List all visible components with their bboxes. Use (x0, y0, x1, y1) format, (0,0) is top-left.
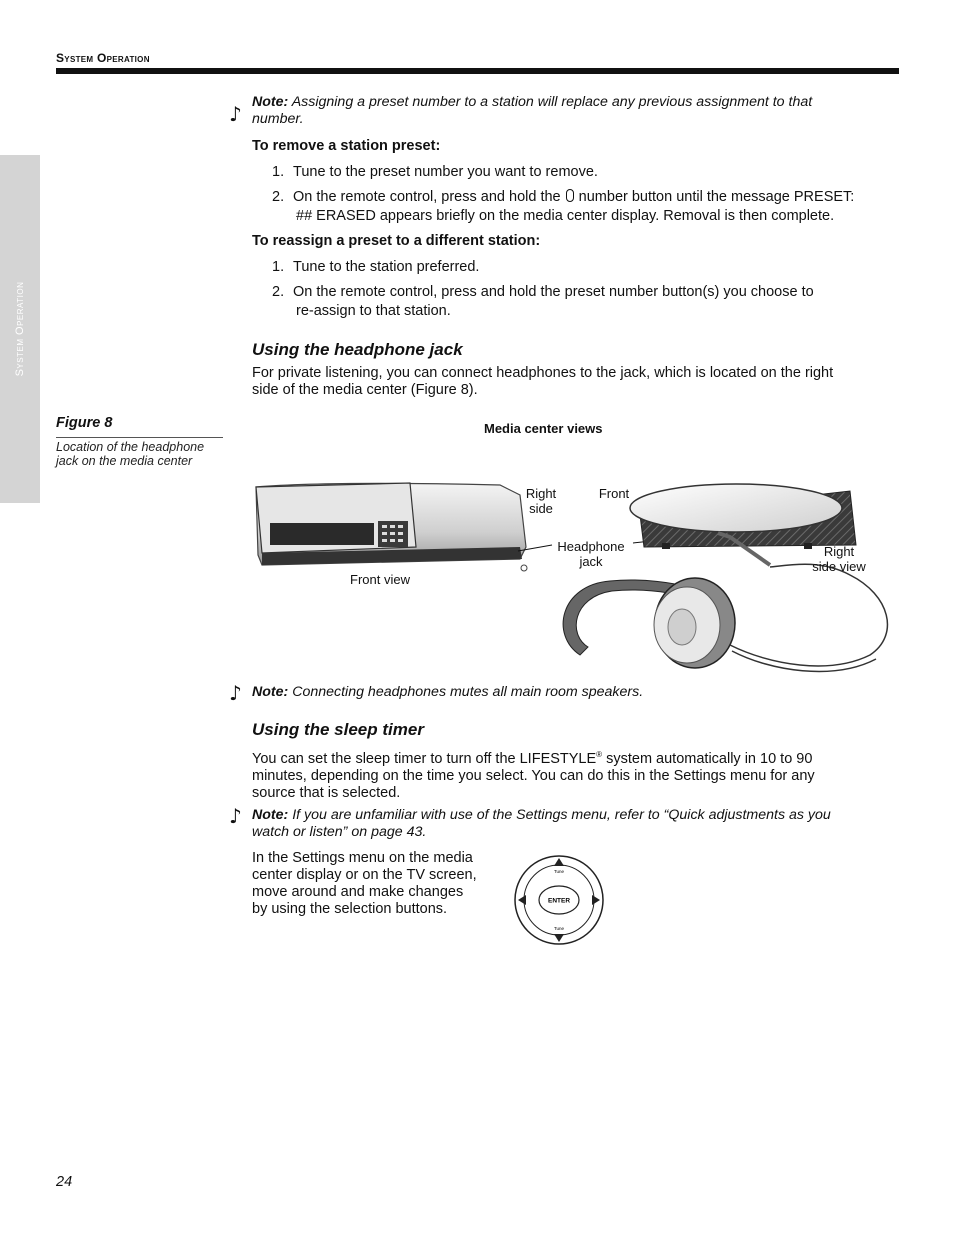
remove-step1-num: 1. (272, 164, 285, 180)
note-label: Note: (252, 684, 289, 700)
music-note-icon: ♪ (229, 102, 242, 126)
sleep-para-1a: You can set the sleep timer to turn off the LIFESTYLE (252, 750, 597, 767)
music-note-icon: ♪ (229, 804, 242, 828)
enter-label: ENTER (547, 897, 571, 905)
remove-step2-b: number button until the message PRESET: (578, 189, 855, 205)
reassign-step2-line2: re-assign to that station. (296, 303, 451, 319)
label-right-side-1: Right (525, 486, 557, 501)
sleep-para-3: source that is selected. (252, 784, 401, 801)
label-right-side (516, 486, 566, 516)
running-header: System Operation (56, 51, 150, 65)
settings-line1: In the Settings menu on the media (252, 850, 473, 866)
headphone-section-title: Using the headphone jack (252, 340, 463, 359)
remove-preset-heading: To remove a station preset: (252, 138, 441, 154)
note-settings-menu (252, 807, 902, 841)
note-text-2: number. (252, 111, 304, 127)
headphone-paragraph (252, 365, 902, 399)
reassign-step2: On the remote control, press and hold the preset number button(s) you choose to (293, 284, 814, 300)
note-preset-replace (252, 94, 902, 128)
remove-step2-a: On the remote control, press and hold the (293, 189, 561, 205)
reassign-step1: Tune to the station preferred. (293, 259, 480, 275)
reassign-step2-num: 2. (272, 284, 285, 300)
note-label: Note: (252, 94, 289, 110)
label-right-side-view (804, 544, 874, 574)
remove-step2-num: 2. (272, 189, 285, 205)
figure-caption-2: jack on the media center (56, 454, 193, 468)
label-right-side-view-1: Right (823, 544, 855, 559)
note-text: If you are unfamiliar with use of the Settings menu, refer to “Quick adjustments as you (292, 807, 831, 823)
note-text: Connecting headphones mutes all main room speakers. (292, 684, 644, 700)
zero-button-icon (566, 189, 574, 202)
tune-top-label: Tune (553, 869, 565, 874)
registered-mark: ® (596, 750, 603, 759)
page-number: 24 (56, 1174, 73, 1190)
note-headphones-mute (252, 684, 643, 701)
headphones-illustration (563, 564, 887, 671)
figure-caption (56, 440, 231, 468)
headphone-para-2: side of the media center (Figure 8). (252, 382, 478, 398)
music-note-icon: ♪ (229, 681, 242, 705)
label-front-view: Front view (350, 572, 410, 587)
settings-line4: by using the selection buttons. (252, 901, 448, 917)
label-right-side-view-2: side view (812, 559, 866, 574)
figure-title: Media center views (484, 421, 603, 436)
media-center-front-view (256, 483, 527, 571)
reassign-step1-num: 1. (272, 259, 285, 275)
selection-buttons-illustration (512, 854, 606, 946)
reassign-preset-heading: To reassign a preset to a different station: (252, 233, 541, 249)
sleep-paragraph (252, 746, 902, 802)
figure-label: Figure 8 (56, 415, 113, 431)
remove-step1: Tune to the preset number you want to remove. (293, 164, 598, 180)
label-headphone-jack-2: jack (579, 554, 603, 569)
header-rule (56, 68, 899, 74)
settings-line2: center display or on the TV screen, (252, 867, 477, 883)
figure-rule (56, 437, 223, 438)
headphone-para-1: For private listening, you can connect headphones to the jack, which is located on the right (252, 365, 834, 381)
settings-line3: move around and make changes (252, 884, 464, 900)
figure-caption-1: Location of the headphone (56, 440, 205, 454)
note-text-2: watch or listen” on page 43. (252, 824, 427, 840)
sleep-section-title: Using the sleep timer (252, 720, 424, 739)
side-tab-label: System Operation (14, 281, 26, 377)
note-label: Note: (252, 807, 289, 823)
label-headphone-jack-1: Headphone (557, 539, 625, 554)
settings-paragraph (252, 850, 512, 918)
remove-step2-line2: ## ERASED appears briefly on the media center display. Removal is then complete. (296, 208, 835, 224)
note-text: Assigning a preset number to a station will replace any previous assignment to that (291, 94, 813, 110)
side-tab (0, 155, 40, 503)
sleep-para-2: minutes, depending on the time you select. You can do this in the Settings menu for any (252, 767, 815, 784)
label-headphone-jack (552, 539, 630, 569)
label-front: Front (598, 486, 630, 501)
label-right-side-2: side (529, 501, 553, 516)
sleep-para-1b: system automatically in 10 to 90 (602, 750, 813, 767)
tune-bottom-label: Tune (553, 926, 565, 931)
remove-step2 (293, 189, 854, 206)
